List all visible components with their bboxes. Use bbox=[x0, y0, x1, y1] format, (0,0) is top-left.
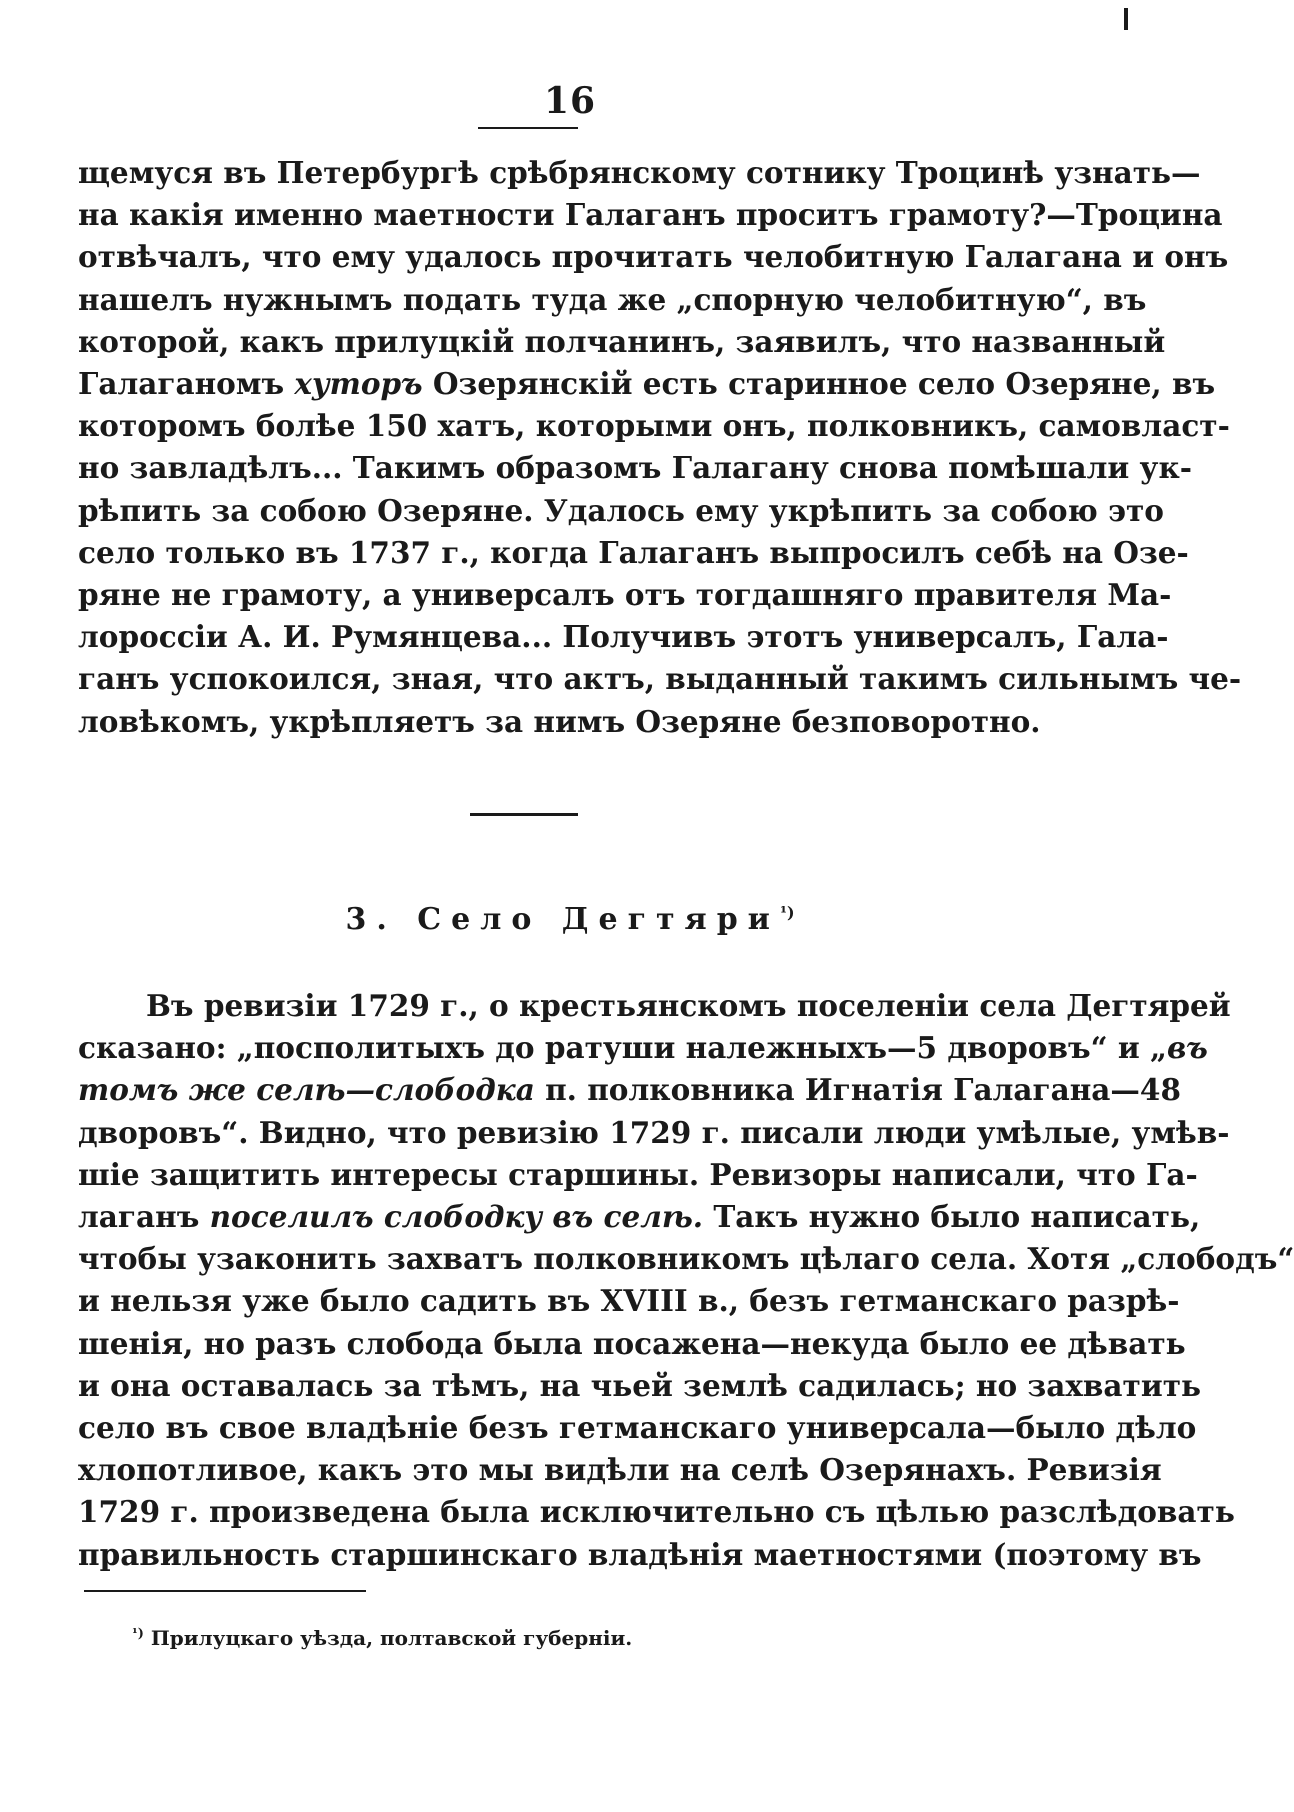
paragraph-degtyari bbox=[78, 985, 1294, 1576]
italic-term: въ bbox=[1166, 1030, 1208, 1066]
text-line: ловѣкомъ, укрѣпляетъ за нимъ Озеряне безповоротно. bbox=[78, 703, 1041, 739]
section-title-text: 3. Село Дегтяри bbox=[345, 902, 780, 937]
footnote-text: Прилуцкаго уѣзда, полтавской губерніи. bbox=[150, 1626, 633, 1650]
text-line bbox=[78, 1069, 1181, 1111]
text-line: чтобы узаконить захватъ полковникомъ цѣлаго села. Хотя „слободъ“ bbox=[78, 1241, 1294, 1277]
text-line: шіе защитить интересы старшины. Ревизоры написали, что Га- bbox=[78, 1156, 1198, 1192]
text-line: правильность старшинскаго владѣнія маетностями (поэтому въ bbox=[78, 1536, 1202, 1572]
text-line: отвѣчалъ, что ему удалось прочитать челобитную Галагана и онъ bbox=[78, 239, 1229, 275]
text-span: п. полковника Игнатія Галагана—48 bbox=[534, 1072, 1181, 1108]
text-line bbox=[78, 363, 1216, 405]
page-number: 16 bbox=[543, 80, 597, 122]
italic-term: поселилъ слободку въ селѣ. bbox=[209, 1199, 704, 1235]
text-line: хлопотливое, какъ это мы видѣли на селѣ Озерянахъ. Ревизія bbox=[78, 1452, 1162, 1488]
text-line: но завладѣлъ... Такимъ образомъ Галагану снова помѣшали ук- bbox=[78, 450, 1192, 486]
text-line: на какія именно маетности Галаганъ проситъ грамоту?—Троцина bbox=[78, 197, 1223, 233]
italic-term: томъ же селѣ—слободка bbox=[78, 1072, 535, 1108]
text-line: рѣпить за собою Озеряне. Удалось ему укрѣпить за собою это bbox=[78, 492, 1164, 528]
text-line: село въ свое владѣніе безъ гетманскаго универсала—было дѣло bbox=[78, 1410, 1197, 1446]
section-title bbox=[0, 902, 1140, 937]
text-line: и она оставалась за тѣмъ, на чьей землѣ садилась; но захватить bbox=[78, 1367, 1202, 1403]
text-line: шенія, но разъ слобода была посажена—некуда было ее дѣвать bbox=[78, 1325, 1186, 1361]
footnote-reference: ¹) bbox=[779, 903, 795, 922]
paragraph-ozeryane bbox=[78, 152, 1242, 743]
text-span: сказано: „посполитыхъ до ратуши належныхъ—5 дворовъ“ и „ bbox=[78, 1030, 1167, 1066]
text-line: нашелъ нужнымъ подать туда же „спорную челобитную“, въ bbox=[78, 281, 1147, 317]
text-line: дворовъ“. Видно, что ревизію 1729 г. писали люди умѣлые, умѣв- bbox=[78, 1114, 1230, 1150]
text-line: Въ ревизіи 1729 г., о крестьянскомъ поселеніи села Дегтярей bbox=[146, 988, 1231, 1023]
footnote-marker: ¹) bbox=[132, 1626, 144, 1642]
footnote-rule bbox=[84, 1590, 366, 1592]
text-line: лороссіи А. И. Румянцева... Получивъ этотъ универсалъ, Гала- bbox=[78, 619, 1169, 655]
text-span: Галаганомъ bbox=[78, 366, 295, 402]
text-span: Озерянскій есть старинное село Озеряне, въ bbox=[422, 366, 1216, 402]
text-line: щемуся въ Петербургѣ срѣбрянскому сотнику Троцинѣ узнать— bbox=[78, 155, 1201, 190]
text-line: которой, какъ прилуцкій полчанинъ, заявилъ, что названный bbox=[78, 323, 1166, 359]
scan-edge-mark bbox=[1124, 8, 1128, 30]
text-line: ряне не грамоту, а универсалъ отъ тогдашняго правителя Ма- bbox=[78, 577, 1172, 613]
page-number-underline bbox=[478, 127, 578, 129]
text-line: 1729 г. произведена была исключительно съ цѣлью разслѣдовать bbox=[78, 1494, 1235, 1530]
section-separator bbox=[470, 813, 578, 816]
text-line bbox=[78, 1196, 1201, 1238]
text-line: и нельзя уже было садить въ XVIII в., безъ гетманскаго разрѣ- bbox=[78, 1283, 1180, 1319]
footnote bbox=[132, 1626, 632, 1650]
text-line: ганъ успокоился, зная, что актъ, выданный такимъ сильнымъ че- bbox=[78, 661, 1242, 697]
text-line bbox=[78, 1027, 1208, 1069]
text-line: село только въ 1737 г., когда Галаганъ выпросилъ себѣ на Озе- bbox=[78, 534, 1189, 570]
text-line: которомъ болѣе 150 хатъ, которыми онъ, полковникъ, самовласт- bbox=[78, 408, 1230, 444]
text-span: лаганъ bbox=[78, 1199, 210, 1235]
italic-term: хуторъ bbox=[294, 366, 423, 402]
text-span: Такъ нужно было написать, bbox=[703, 1199, 1201, 1235]
